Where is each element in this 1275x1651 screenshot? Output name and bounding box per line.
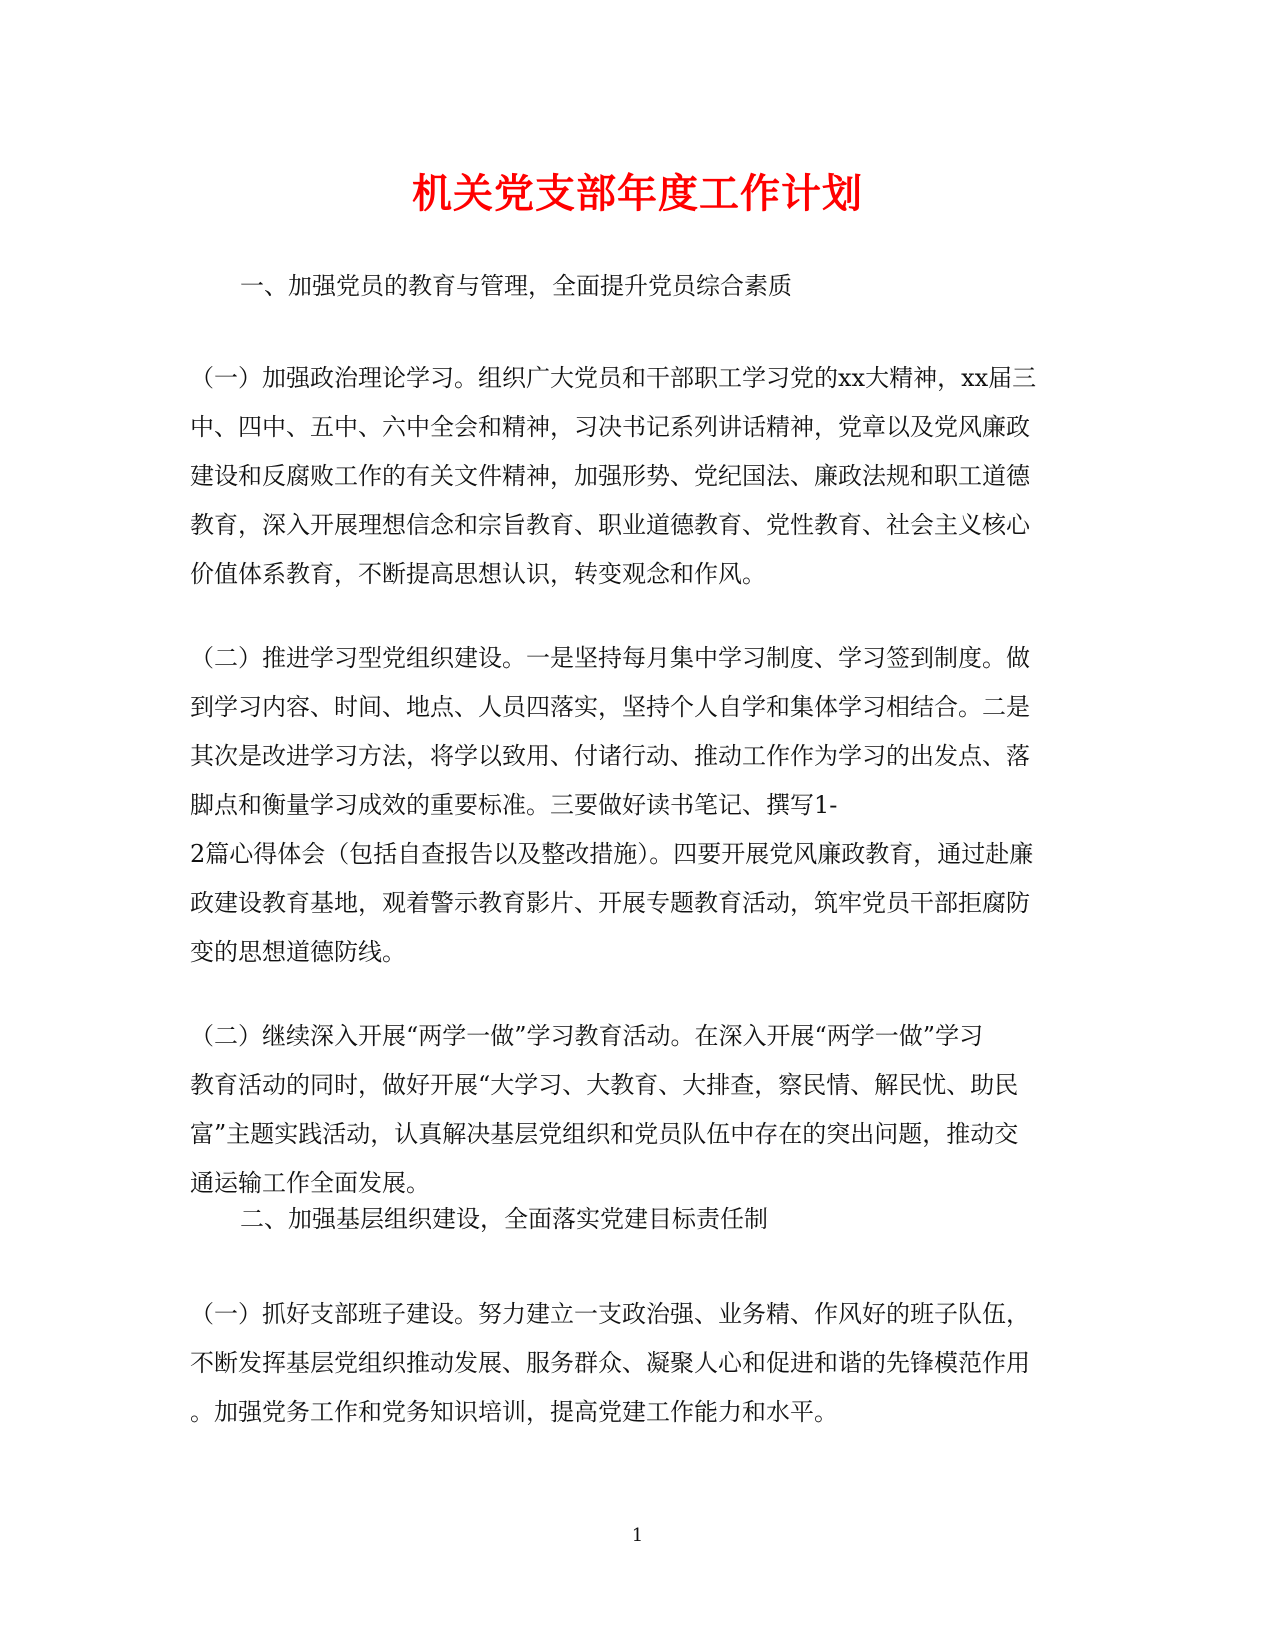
paragraph-4 bbox=[190, 1290, 1085, 1437]
paragraph-4-line: （一）抓好支部班子建设。努力建立一支政治强、业务精、作风好的班子队伍， bbox=[190, 1300, 1030, 1328]
section-heading-1: 一、加强党员的教育与管理，全面提升党员综合素质 bbox=[240, 272, 792, 300]
paragraph-2-line: 脚点和衡量学习成效的重要标准。三要做好读书笔记、撰写1- bbox=[190, 791, 838, 819]
paragraph-4-line: 。加强党务工作和党务知识培训，提高党建工作能力和水平。 bbox=[190, 1398, 838, 1426]
paragraph-3-line: （二）继续深入开展“两学一做”学习教育活动。在深入开展“两学一做”学习 bbox=[190, 1022, 984, 1050]
paragraph-3-line: 教育活动的同时，做好开展“大学习、大教育、大排查，察民情、解民忧、助民 bbox=[190, 1071, 1019, 1099]
paragraph-3-line: 富”主题实践活动，认真解决基层党组织和党员队伍中存在的突出问题，推动交 bbox=[190, 1120, 1019, 1148]
paragraph-2 bbox=[190, 634, 1085, 977]
paragraph-1 bbox=[190, 354, 1085, 599]
paragraph-2-line: 政建设教育基地，观着警示教育影片、开展专题教育活动，筑牢党员干部拒腐防 bbox=[190, 889, 1030, 917]
paragraph-1-line: （一）加强政治理论学习。组织广大党员和干部职工学习党的xx大精神，xx届三 bbox=[190, 364, 1037, 392]
paragraph-2-line: （二）推进学习型党组织建设。一是坚持每月集中学习制度、学习签到制度。做 bbox=[190, 644, 1030, 672]
paragraph-3-line: 通运输工作全面发展。 bbox=[190, 1169, 430, 1197]
paragraph-1-line: 价值体系教育，不断提高思想认识，转变观念和作风。 bbox=[190, 560, 766, 588]
paragraph-1-line: 建设和反腐败工作的有关文件精神，加强形势、党纪国法、廉政法规和职工道德 bbox=[190, 462, 1030, 490]
page-number: 1 bbox=[631, 1525, 644, 1546]
paragraph-2-line: 其次是改进学习方法，将学以致用、付诸行动、推动工作作为学习的出发点、落 bbox=[190, 742, 1030, 770]
paragraph-2-line: 到学习内容、时间、地点、人员四落实，坚持个人自学和集体学习相结合。二是 bbox=[190, 693, 1030, 721]
paragraph-3 bbox=[190, 1012, 1085, 1208]
paragraph-2-line: 2篇心得体会（包括自查报告以及整改措施）。四要开展党风廉政教育，通过赴廉 bbox=[190, 840, 1034, 868]
document-title: 机关党支部年度工作计划 bbox=[412, 170, 863, 217]
paragraph-1-line: 中、四中、五中、六中全会和精神，习决书记系列讲话精神，党章以及党风廉政 bbox=[190, 413, 1030, 441]
paragraph-4-line: 不断发挥基层党组织推动发展、服务群众、凝聚人心和促进和谐的先锋模范作用 bbox=[190, 1349, 1030, 1377]
paragraph-1-line: 教育，深入开展理想信念和宗旨教育、职业道德教育、党性教育、社会主义核心 bbox=[190, 511, 1030, 539]
paragraph-2-line: 变的思想道德防线。 bbox=[190, 938, 406, 966]
section-heading-2: 二、加强基层组织建设，全面落实党建目标责任制 bbox=[240, 1205, 768, 1233]
